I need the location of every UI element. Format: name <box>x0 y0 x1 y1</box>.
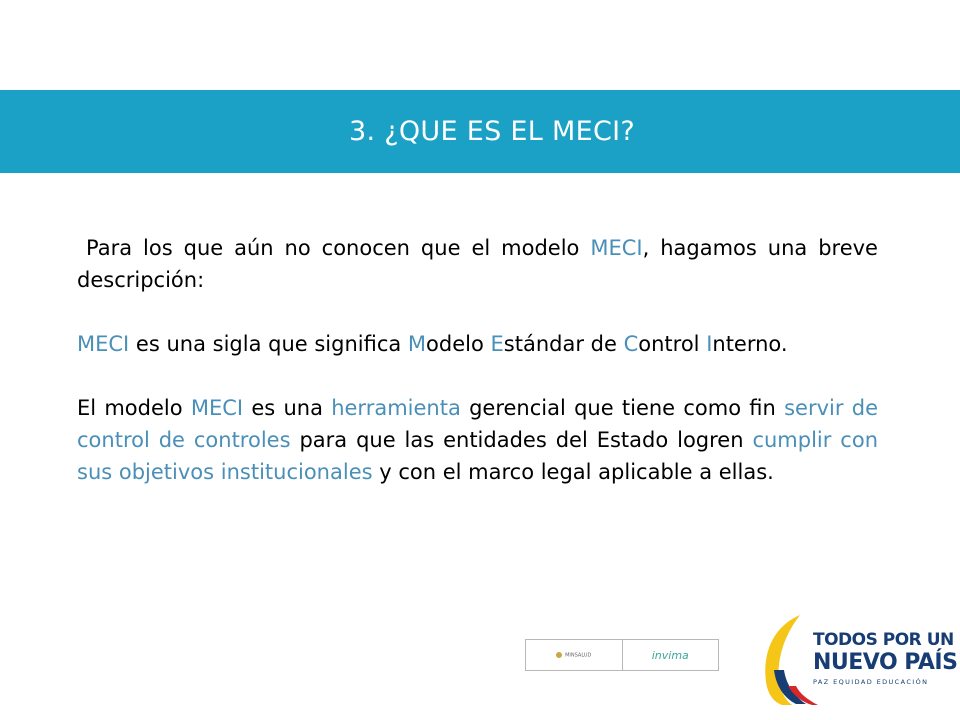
text: , hagamos una breve descripción: <box>77 236 878 292</box>
agency-logos-box <box>525 639 719 671</box>
highlight: MECI <box>77 332 130 356</box>
gov-slogan-line1: TODOS POR UN <box>813 630 954 650</box>
text: El modelo <box>77 396 191 420</box>
paragraph-definition <box>77 328 878 360</box>
text: Para los que aún no conocen que el modelo <box>86 236 591 260</box>
highlight: E <box>490 332 504 356</box>
invima-logo: invima <box>622 640 719 670</box>
highlight: herramienta <box>331 396 461 420</box>
highlight: MECI <box>190 396 244 420</box>
paragraph-intro <box>77 232 878 296</box>
highlight: C <box>623 332 639 356</box>
highlight: cumplir con sus objetivos institucionales <box>77 428 879 484</box>
text: para que las entidades del Estado logren <box>290 428 753 452</box>
text: ontrol <box>638 332 707 356</box>
text: es una sigla que significa <box>129 332 408 356</box>
gov-slogan <box>813 630 958 686</box>
text: gerencial que tiene como fin <box>460 396 785 420</box>
text: odelo <box>426 332 491 356</box>
coat-of-arms-icon <box>556 652 562 658</box>
slide-body <box>77 232 878 488</box>
text: es una <box>243 396 332 420</box>
text: stándar de <box>503 332 624 356</box>
paragraph-purpose <box>77 392 878 488</box>
gov-slogan-line3: PAZ EQUIDAD EDUCACIÓN <box>813 678 929 686</box>
highlight: I <box>706 332 713 356</box>
highlight: servir de control de controles <box>77 396 878 452</box>
title-band <box>0 90 960 173</box>
highlight: M <box>407 332 427 356</box>
text: nterno. <box>712 332 788 356</box>
minsalud-logo: MINSALUD <box>526 640 622 670</box>
slide-title: 3. ¿QUE ES EL MECI? <box>349 116 635 147</box>
text: y con el marco legal aplicable a ellas. <box>372 460 774 484</box>
highlight: MECI <box>590 236 643 260</box>
gov-slogan-line2: NUEVO PAÍS <box>813 650 958 675</box>
